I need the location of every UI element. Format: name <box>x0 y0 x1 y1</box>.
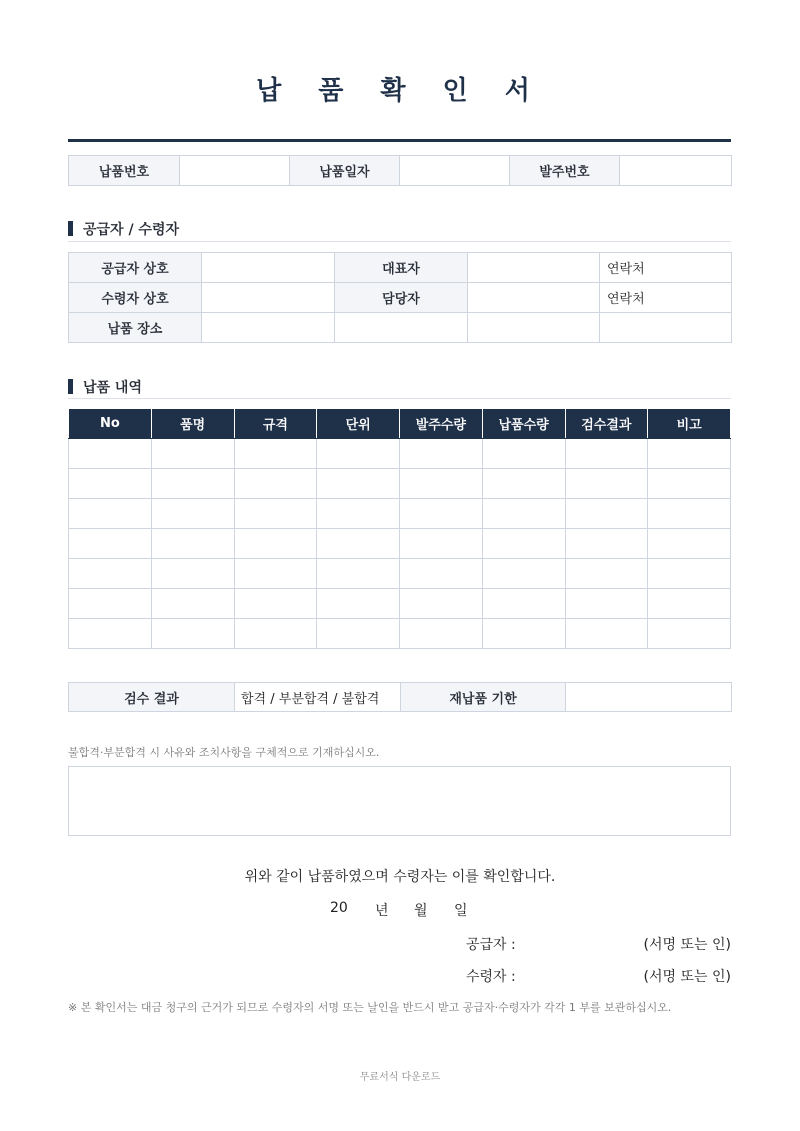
date-year-prefix: 20 <box>330 900 348 916</box>
supplier-sign-label: 공급자 : <box>466 937 516 953</box>
item-cell[interactable] <box>400 619 483 649</box>
column-header: 납품수량 <box>482 409 565 439</box>
item-cell[interactable] <box>565 469 648 499</box>
item-cell[interactable] <box>234 529 317 559</box>
item-cell[interactable] <box>400 439 483 469</box>
delivery-no-field[interactable] <box>180 156 290 186</box>
table-row <box>69 529 731 559</box>
delivery-date-label: 납품일자 <box>290 156 400 186</box>
item-cell[interactable] <box>648 499 731 529</box>
item-cell[interactable] <box>482 439 565 469</box>
recipient-sign-field[interactable]: (서명 또는 인) <box>643 969 731 985</box>
supplier-name-field[interactable] <box>202 253 335 283</box>
order-no-field[interactable] <box>620 156 732 186</box>
item-cell[interactable] <box>69 559 152 589</box>
item-cell[interactable] <box>151 469 234 499</box>
inspection-result-field[interactable] <box>235 683 401 712</box>
column-header: 비고 <box>648 409 731 439</box>
parties-section-label: 공급자 / 수령자 <box>83 222 180 238</box>
table-row <box>69 469 731 499</box>
item-cell[interactable] <box>648 619 731 649</box>
item-cell[interactable] <box>482 619 565 649</box>
date-day-label: 일 <box>454 903 468 919</box>
item-cell[interactable] <box>400 589 483 619</box>
redelivery-label: 재납품 기한 <box>401 683 566 712</box>
item-cell[interactable] <box>565 529 648 559</box>
item-cell[interactable] <box>317 559 400 589</box>
supplier-contact-label: 연락처 <box>607 262 645 277</box>
item-cell[interactable] <box>234 469 317 499</box>
note-box[interactable] <box>68 766 731 836</box>
table-row <box>69 499 731 529</box>
date-year-label: 년 <box>375 903 389 919</box>
place-field-1[interactable] <box>202 313 335 343</box>
item-cell[interactable] <box>69 499 152 529</box>
item-cell[interactable] <box>565 439 648 469</box>
section-divider <box>68 398 731 399</box>
inspection-options: 합격 / 부분합격 / 불합격 <box>241 691 380 707</box>
column-header: No <box>69 409 152 439</box>
item-cell[interactable] <box>565 499 648 529</box>
item-cell[interactable] <box>151 529 234 559</box>
item-cell[interactable] <box>400 469 483 499</box>
recipient-contact-label: 연락처 <box>607 292 645 307</box>
item-cell[interactable] <box>565 559 648 589</box>
title-divider <box>68 139 731 142</box>
representative-label: 대표자 <box>335 253 468 283</box>
inspection-result-label: 검수 결과 <box>69 683 235 712</box>
place-field-3[interactable] <box>468 313 600 343</box>
item-cell[interactable] <box>234 619 317 649</box>
column-header: 품명 <box>151 409 234 439</box>
item-cell[interactable] <box>69 619 152 649</box>
section-marker <box>68 379 73 394</box>
item-cell[interactable] <box>648 529 731 559</box>
item-cell[interactable] <box>317 529 400 559</box>
item-cell[interactable] <box>69 439 152 469</box>
date-month-label: 월 <box>414 903 428 919</box>
item-cell[interactable] <box>234 559 317 589</box>
footnote: ※ 본 확인서는 대금 청구의 근거가 되므로 수령자의 서명 또는 날인을 반드시 받고 공급자·수령자가 각각 1 부를 보관하십시오. <box>68 1001 672 1014</box>
item-cell[interactable] <box>482 589 565 619</box>
recipient-contact-field[interactable] <box>600 283 732 313</box>
items-header-row <box>69 409 731 439</box>
item-cell[interactable] <box>482 469 565 499</box>
table-row <box>69 619 731 649</box>
item-cell[interactable] <box>69 589 152 619</box>
item-cell[interactable] <box>317 589 400 619</box>
item-cell[interactable] <box>648 439 731 469</box>
table-row <box>69 439 731 469</box>
item-cell[interactable] <box>151 619 234 649</box>
redelivery-field[interactable] <box>566 683 732 712</box>
parties-table <box>68 252 732 343</box>
recipient-name-field[interactable] <box>202 283 335 313</box>
recipient-sign-label: 수령자 : <box>466 969 516 985</box>
item-cell[interactable] <box>151 589 234 619</box>
supplier-contact-field[interactable] <box>600 253 732 283</box>
table-row <box>69 589 731 619</box>
table-row <box>69 559 731 589</box>
document-title: 납 품 확 인 서 <box>256 76 544 106</box>
item-cell[interactable] <box>400 559 483 589</box>
item-cell[interactable] <box>482 529 565 559</box>
items-table <box>68 408 731 649</box>
item-cell[interactable] <box>648 589 731 619</box>
parties-section-title <box>68 219 179 239</box>
items-section-title <box>68 377 142 397</box>
section-divider <box>68 241 731 242</box>
delivery-no-label: 납품번호 <box>69 156 180 186</box>
item-cell[interactable] <box>151 559 234 589</box>
item-cell[interactable] <box>317 439 400 469</box>
item-cell[interactable] <box>482 499 565 529</box>
item-cell[interactable] <box>317 499 400 529</box>
manager-label: 담당자 <box>335 283 468 313</box>
column-header: 규격 <box>234 409 317 439</box>
item-cell[interactable] <box>565 619 648 649</box>
representative-field[interactable] <box>468 253 600 283</box>
item-cell[interactable] <box>565 589 648 619</box>
item-cell[interactable] <box>648 469 731 499</box>
order-no-label: 발주번호 <box>510 156 620 186</box>
item-cell[interactable] <box>400 529 483 559</box>
confirm-statement: 위와 같이 납품하였으며 수령자는 이를 확인합니다. <box>244 869 556 885</box>
items-section-label: 납품 내역 <box>83 380 142 396</box>
manager-field[interactable] <box>468 283 600 313</box>
header-info-table <box>68 155 732 186</box>
items-body <box>69 439 731 649</box>
place-label: 납품 장소 <box>69 313 202 343</box>
column-header: 단위 <box>317 409 400 439</box>
item-cell[interactable] <box>317 619 400 649</box>
recipient-name-label: 수령자 상호 <box>69 283 202 313</box>
item-cell[interactable] <box>151 499 234 529</box>
supplier-name-label: 공급자 상호 <box>69 253 202 283</box>
place-field-4[interactable] <box>600 313 732 343</box>
item-cell[interactable] <box>234 439 317 469</box>
supplier-sign-field[interactable]: (서명 또는 인) <box>643 937 731 953</box>
delivery-date-field[interactable] <box>400 156 510 186</box>
inspection-table <box>68 682 732 712</box>
item-cell[interactable] <box>234 499 317 529</box>
place-field-2[interactable] <box>335 313 468 343</box>
item-cell[interactable] <box>69 529 152 559</box>
item-cell[interactable] <box>648 559 731 589</box>
item-cell[interactable] <box>400 499 483 529</box>
column-header: 발주수량 <box>400 409 483 439</box>
item-cell[interactable] <box>482 559 565 589</box>
item-cell[interactable] <box>317 469 400 499</box>
item-cell[interactable] <box>69 469 152 499</box>
note-hint: 불합격·부분합격 시 사유와 조치사항을 구체적으로 기재하십시오. <box>68 746 380 759</box>
footer-text: 무료서식 다운로드 <box>359 1072 441 1083</box>
item-cell[interactable] <box>151 439 234 469</box>
section-marker <box>68 221 73 236</box>
item-cell[interactable] <box>234 589 317 619</box>
column-header: 검수결과 <box>565 409 648 439</box>
